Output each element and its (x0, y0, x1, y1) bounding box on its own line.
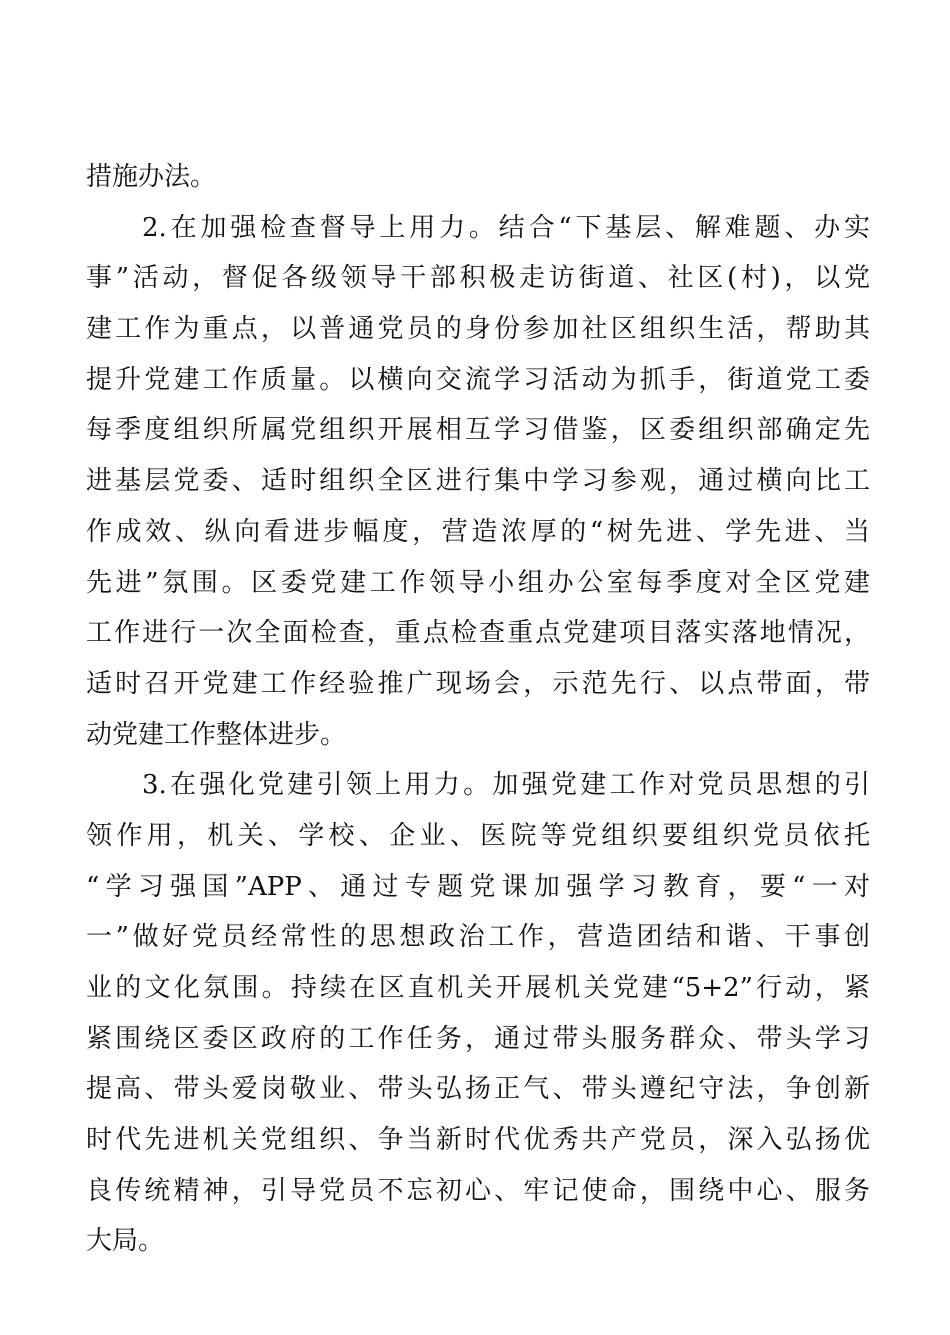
text-line: “学习强国”APP、通过专题党课加强学习教育，要“一对 (86, 871, 870, 902)
text-line: 良传统精神，引导党员不忘初心、牢记使命，围绕中心、服务 (86, 1175, 870, 1206)
paragraph-3-heading-line: 3.在强化党建引领上用力。加强党建工作对党员思想的引 (142, 770, 870, 801)
text-line: 时代先进机关党组织、争当新时代优秀共产党员，深入弘扬优 (86, 1125, 870, 1156)
text-line: 工作进行一次全面检查，重点检查重点党建项目落实落地情况， (86, 618, 870, 649)
text-line: 措施办法。 (86, 162, 217, 192)
text-line: 作成效、纵向看进步幅度，营造浓厚的“树先进、学先进、当 (86, 516, 870, 547)
text-line: 大局。 (86, 1226, 165, 1257)
text-line: 动党建工作整体进步。 (86, 719, 347, 750)
text-line: 进基层党委、适时组织全区进行集中学习参观，通过横向比工 (86, 466, 870, 497)
text-line: 提升党建工作质量。以横向交流学习活动为抓手，街道党工委 (86, 364, 870, 395)
text-line: 领作用，机关、学校、企业、医院等党组织要组织党员依托 (86, 820, 870, 851)
paragraph-2-heading-line: 2.在加强检查督导上用力。结合“下基层、解难题、办实 (142, 212, 870, 243)
text-line: 业的文化氛围。持续在区直机关开展机关党建“5+2”行动，紧 (86, 973, 870, 1003)
text-line: 提高、带头爱岗敬业、带头弘扬正气、带头遵纪守法，争创新 (86, 1074, 870, 1105)
text-line: 每季度组织所属党组织开展相互学习借鉴，区委组织部确定先 (86, 415, 870, 446)
text-line: 先进”氛围。区委党建工作领导小组办公室每季度对全区党建 (86, 567, 870, 598)
text-line: 紧围绕区委区政府的工作任务，通过带头服务群众、带头学习 (86, 1023, 870, 1054)
text-line: 事”活动，督促各级领导干部积极走访街道、社区(村)，以党 (86, 263, 870, 294)
text-line: 适时召开党建工作经验推广现场会，示范先行、以点带面，带 (86, 668, 870, 699)
body-text (86, 152, 870, 1267)
text-line: 一”做好党员经常性的思想政治工作，营造团结和谐、干事创 (86, 922, 870, 953)
text-line: 建工作为重点，以普通党员的身份参加社区组织生活，帮助其 (86, 314, 870, 345)
